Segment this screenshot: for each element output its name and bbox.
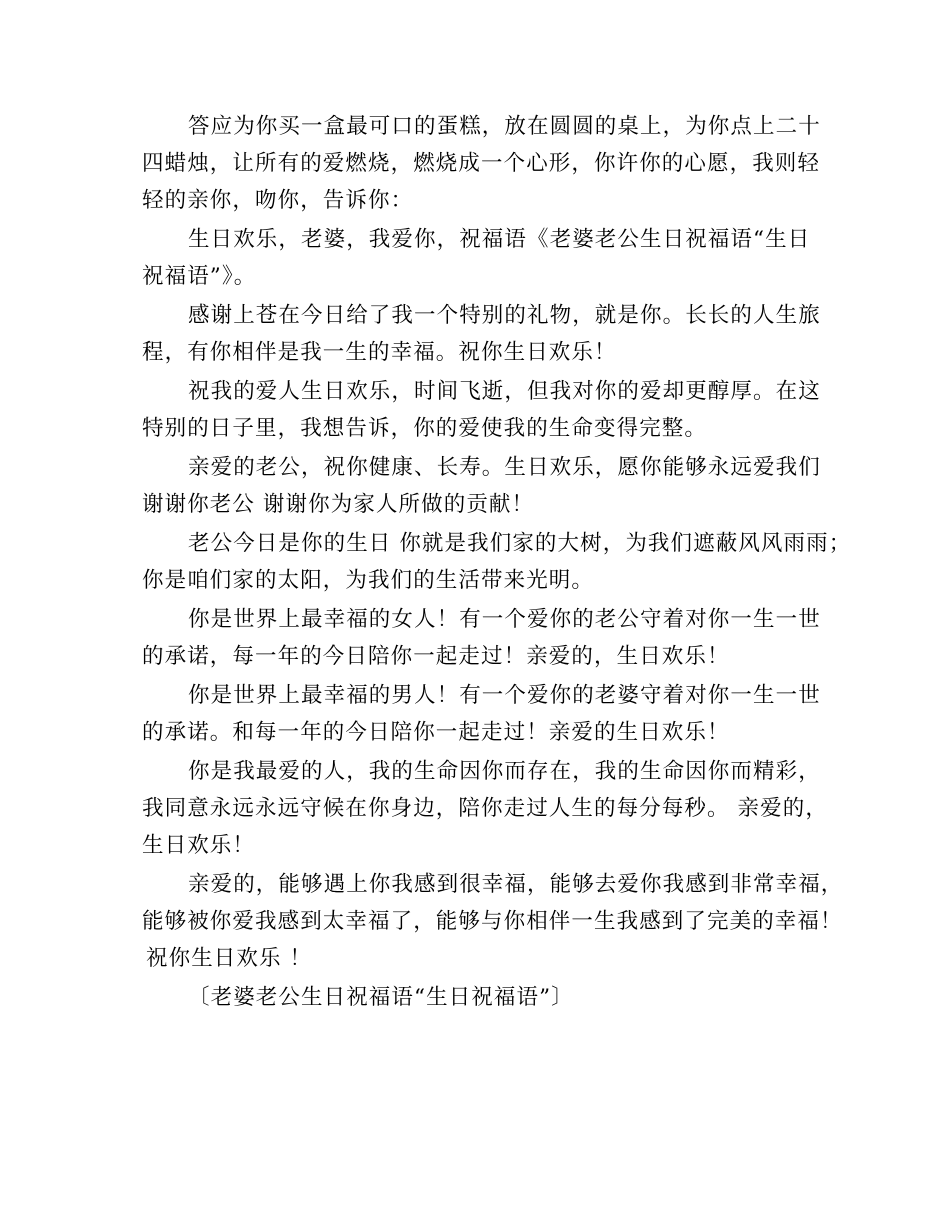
text-line: 生日欢乐，老婆，我爱你，祝福语《老婆老公生日祝福语“生日 [188, 227, 811, 252]
text-line: 答应为你买一盒最可口的蛋糕，放在圆圆的桌上，为你点上二十 [188, 114, 821, 139]
text-line: 特别的日子里，我想告诉，你的爱使我的生命变得完整。 [142, 416, 708, 441]
text-line: 我同意永远永远守候在你身边，陪你走过人生的每分每秒。 亲爱的， [142, 796, 828, 821]
text-line: 轻的亲你，吻你，告诉你： [142, 188, 414, 213]
paragraph [142, 525, 852, 599]
paragraph [142, 753, 832, 864]
paragraph [142, 221, 832, 295]
text-line: 感谢上苍在今日给了我一个特别的礼物，就是你。长长的人生旅 [188, 303, 821, 328]
text-line: 的承诺，每一年的今日陪你一起走过！亲爱的，生日欢乐！ [142, 644, 730, 669]
paragraph [142, 449, 832, 523]
text-line: 你是我最爱的人，我的生命因你而存在，我的生命因你而精彩， [188, 759, 821, 784]
text-line: 能够被你爱我感到太幸福了，能够与你相伴一生我感到了完美的幸福！ [142, 909, 843, 934]
text-line: 老公今日是你的生日 你就是我们家的大树，为我们遮蔽风风雨雨； [188, 531, 852, 556]
closing-line: 〔老婆老公生日祝福语“生日祝福语”〕 [188, 985, 574, 1010]
text-line: 的承诺。和每一年的今日陪你一起走过！亲爱的生日欢乐！ [142, 720, 730, 745]
paragraph [142, 677, 832, 751]
paragraph [142, 866, 844, 977]
text-line: 你是世界上最幸福的女人！有一个爱你的老公守着对你一生一世 [188, 607, 821, 632]
text-line: 祝福语”》。 [142, 264, 257, 289]
document-body [142, 108, 852, 1018]
paragraph [142, 297, 832, 371]
text-line: 四蜡烛，让所有的爱燃烧，燃烧成一个心形，你许你的心愿，我则轻 [142, 151, 821, 176]
text-line: 你是世界上最幸福的男人！有一个爱你的老婆守着对你一生一世 [188, 683, 821, 708]
text-line: 祝你生日欢乐 ！ [146, 946, 313, 971]
text-line: 亲爱的老公，祝你健康、长寿。生日欢乐，愿你能够永远爱我们 [188, 455, 821, 480]
text-line: 你是咱们家的太阳，为我们的生活带来光明。 [142, 568, 595, 593]
text-line: 祝我的爱人生日欢乐，时间飞逝，但我对你的爱却更醇厚。在这 [188, 379, 821, 404]
text-line: 亲爱的，能够遇上你我感到很幸福，能够去爱你我感到非常幸福， [188, 872, 844, 897]
text-line: 程，有你相伴是我一生的幸福。祝你生日欢乐！ [142, 340, 617, 365]
paragraph [142, 108, 832, 219]
paragraph [142, 373, 832, 447]
paragraph [142, 601, 832, 675]
text-line: 生日欢乐！ [142, 833, 256, 858]
text-line: 谢谢你老公 谢谢你为家人所做的贡献！ [142, 492, 535, 517]
